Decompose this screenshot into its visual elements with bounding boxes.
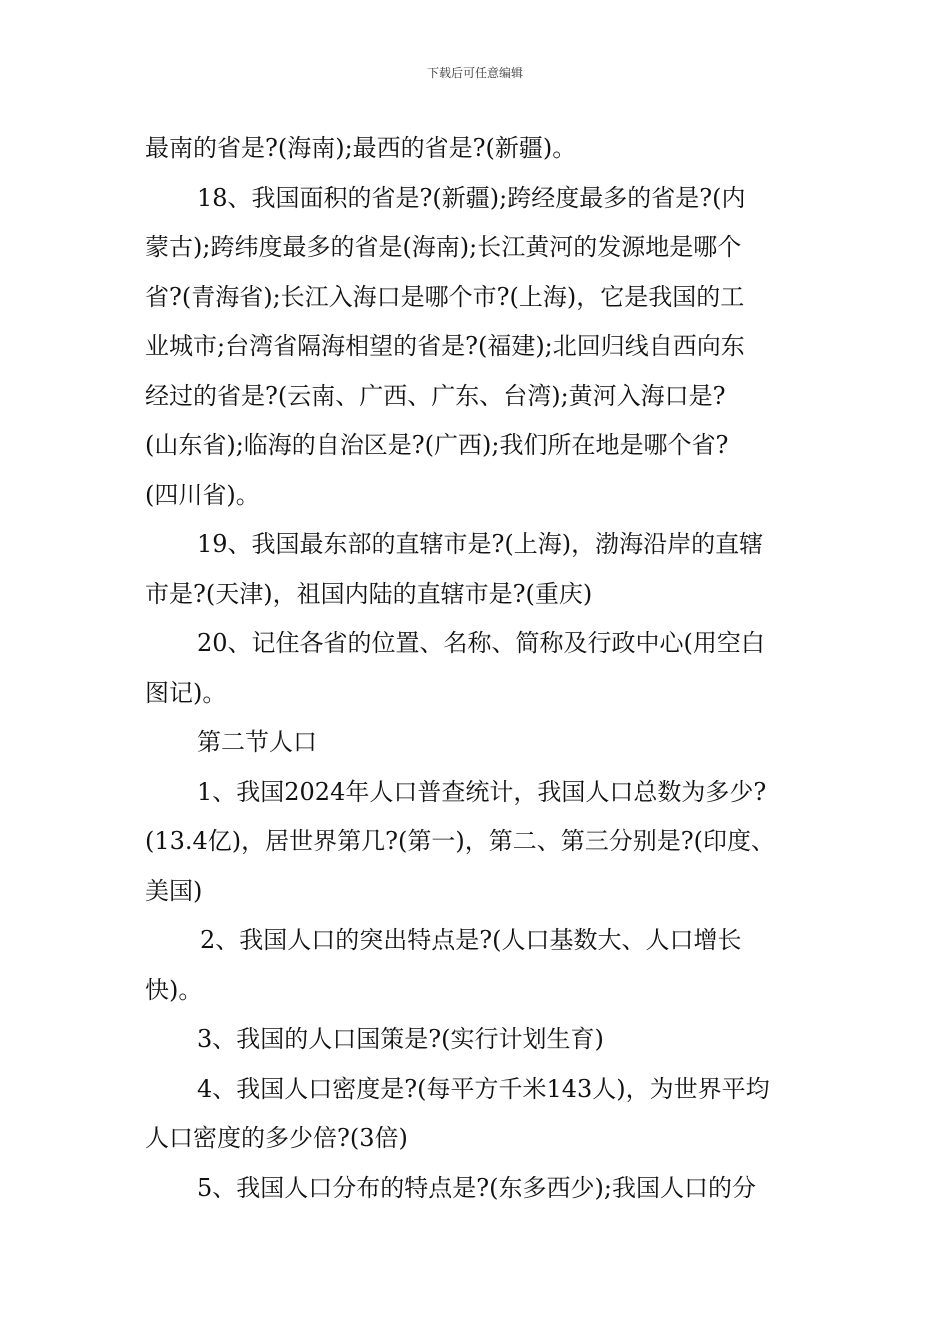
text-line: 快)。 (145, 975, 203, 1004)
section-heading: 第二节人口 (197, 728, 317, 756)
text-line: 19、我国最东部的直辖市是?(上海)，渤海沿岸的直辖 (197, 530, 764, 558)
text-line: 美国) (145, 876, 203, 905)
page-header: 下载后可任意编辑 (426, 66, 523, 80)
text-line: 省?(青海省);长江入海口是哪个市?(上海)，它是我国的工 (145, 282, 745, 311)
text-line: 1、我国2024年人口普查统计，我国人口总数为多少? (197, 777, 767, 806)
text-line: (四川省)。 (145, 480, 260, 509)
text-line: 蒙古);跨纬度最多的省是(海南);长江黄河的发源地是哪个 (145, 233, 742, 261)
text-line: 经过的省是?(云南、广西、广东、台湾);黄河入海口是? (145, 381, 726, 410)
text-line: 业城市;台湾省隔海相望的省是?(福建);北回归线自西向东 (145, 332, 745, 360)
text-line: 2、我国人口的突出特点是?(人口基数大、人口增长 (200, 926, 742, 954)
text-line: 18、我国面积的省是?(新疆);跨经度最多的省是?(内 (197, 183, 746, 212)
text-line: 20、记住各省的位置、名称、简称及行政中心(用空白 (197, 629, 765, 657)
text-line: 人口密度的多少倍?(3倍) (145, 1124, 408, 1152)
document-body (145, 124, 810, 1213)
text-line: 5、我国人口分布的特点是?(东多西少);我国人口的分 (197, 1173, 756, 1202)
text-line: 3、我国的人口国策是?(实行计划生育) (197, 1025, 604, 1053)
text-line: 4、我国人口密度是?(每平方千米143人)，为世界平均 (197, 1074, 770, 1103)
text-line: 最南的省是?(海南);最西的省是?(新疆)。 (145, 134, 577, 162)
text-line: (山东省);临海的自治区是?(广西);我们所在地是哪个省? (145, 431, 729, 459)
text-line: 图记)。 (145, 678, 227, 707)
text-line: (13.4亿)，居世界第几?(第一)，第二、第三分别是?(印度、 (145, 827, 775, 855)
text-line: 市是?(天津)，祖国内陆的直辖市是?(重庆) (145, 579, 593, 608)
